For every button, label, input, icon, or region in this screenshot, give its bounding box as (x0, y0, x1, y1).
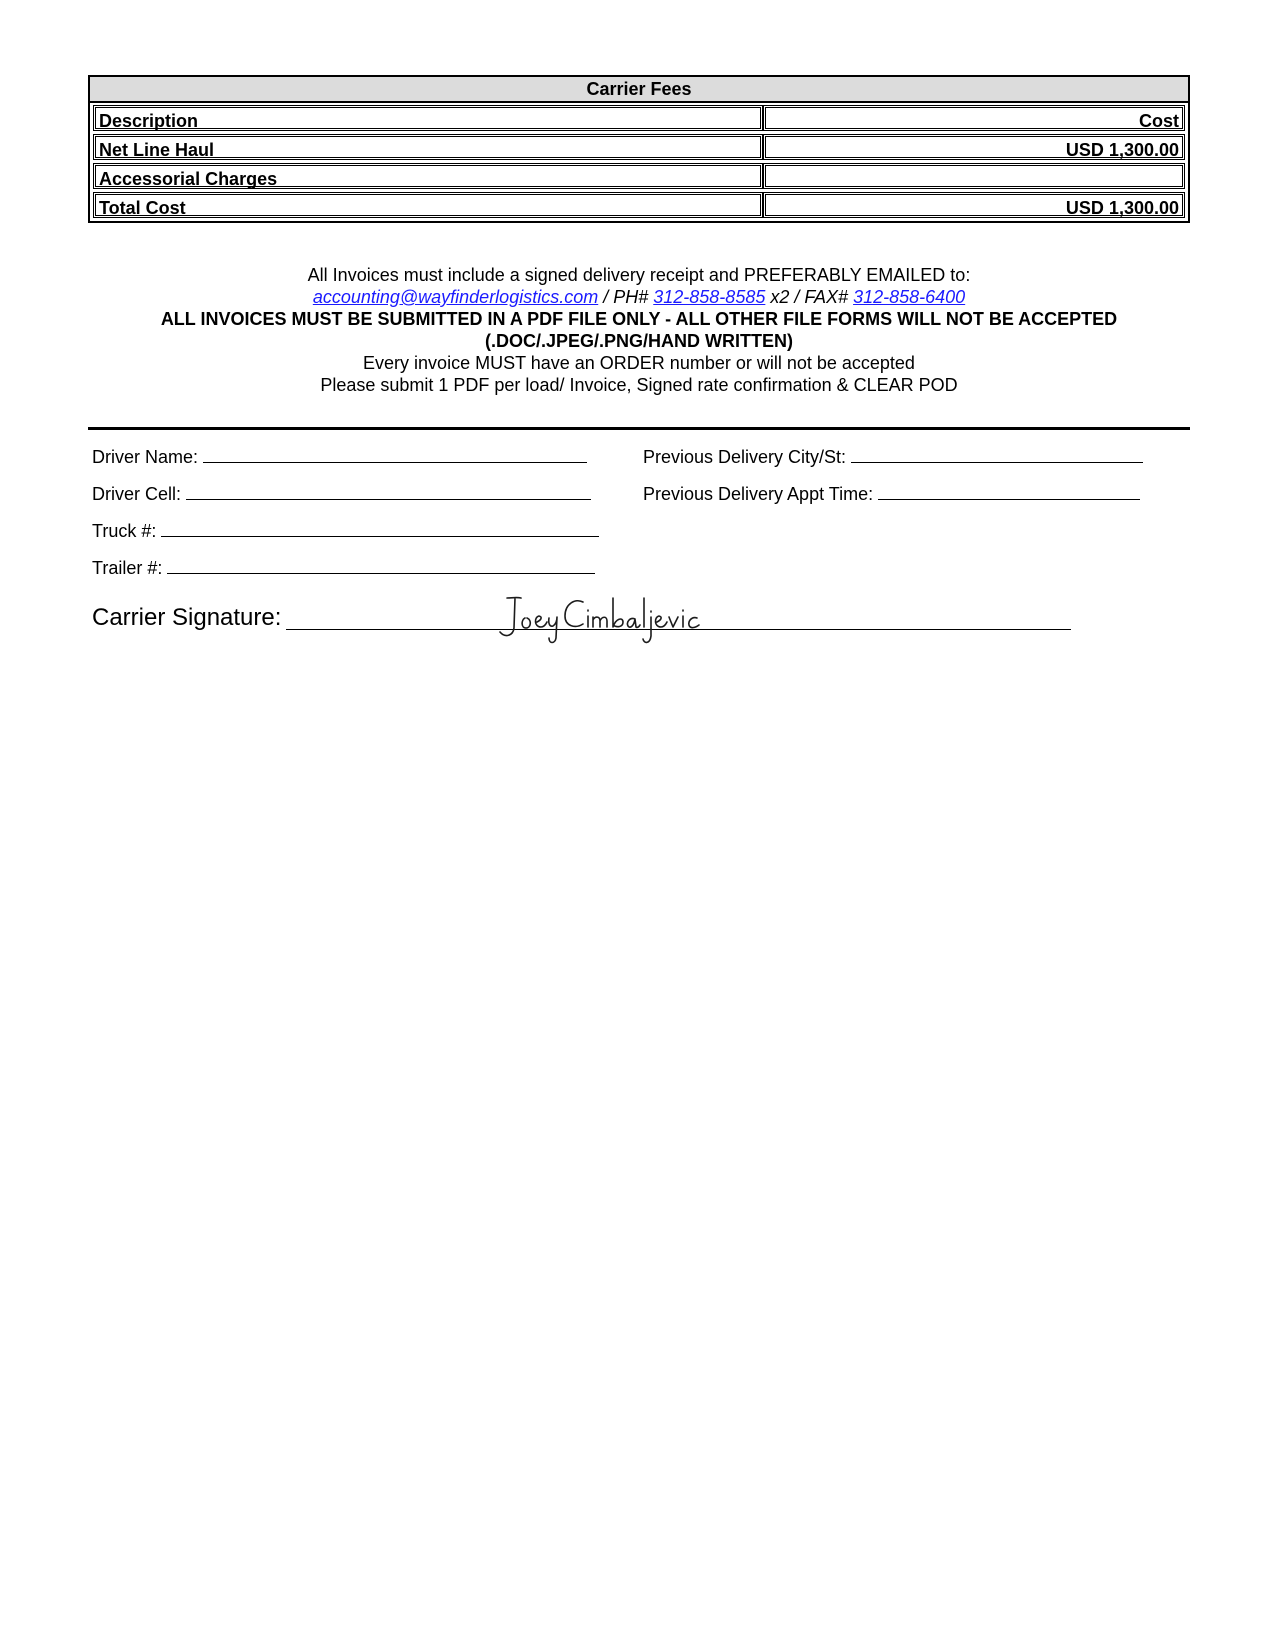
trailer-line[interactable] (167, 556, 595, 574)
row-description: Net Line Haul (93, 134, 763, 160)
truck-line[interactable] (161, 519, 599, 537)
trailer-label: Trailer #: (92, 558, 163, 578)
order-number-note: Every invoice MUST have an ORDER number or will not be accepted (363, 353, 915, 373)
previous-city-label: Previous Delivery City/St: (643, 447, 847, 467)
phone-link[interactable]: 312-858-8585 (653, 287, 766, 307)
pdf-warning: ALL INVOICES MUST BE SUBMITTED IN A PDF FILE ONLY - ALL OTHER FILE FORMS WILL NOT BE ACCEPTED (160, 309, 1118, 329)
table-row (93, 163, 1185, 189)
submission-note: Please submit 1 PDF per load/ Invoice, Signed rate confirmation & CLEAR POD (320, 375, 958, 395)
carrier-signature-label: Carrier Signature: (92, 604, 282, 631)
driver-name-field[interactable] (92, 445, 587, 468)
row-cost: USD 1,300.00 (763, 134, 1185, 160)
cost-header: Cost (763, 105, 1185, 131)
invoice-notice (88, 264, 1190, 396)
email-link[interactable]: accounting@wayfinderlogistics.com (312, 287, 599, 307)
previous-appt-label: Previous Delivery Appt Time: (643, 484, 874, 504)
carrier-fees-title: Carrier Fees (90, 77, 1188, 103)
row-description: Accessorial Charges (93, 163, 763, 189)
driver-cell-line[interactable] (186, 482, 591, 500)
divider (88, 427, 1190, 430)
notice-line-1: All Invoices must include a signed delivery receipt and PREFERABLY EMAILED to: (307, 265, 971, 285)
description-header: Description (93, 105, 763, 131)
handwritten-signature (487, 592, 737, 650)
row-cost: USD 1,300.00 (763, 192, 1185, 218)
pdf-warning-formats: (.DOC/.JPEG/.PNG/HAND WRITTEN) (484, 331, 793, 351)
phone-prefix: / PH# (598, 287, 654, 307)
truck-field[interactable] (92, 519, 599, 542)
row-description: Total Cost (93, 192, 763, 218)
driver-name-label: Driver Name: (92, 447, 199, 467)
driver-cell-label: Driver Cell: (92, 484, 182, 504)
previous-appt-line[interactable] (878, 482, 1140, 500)
driver-name-line[interactable] (203, 445, 587, 463)
carrier-fees-table (88, 75, 1190, 223)
fax-prefix: x2 / FAX# (765, 287, 854, 307)
previous-appt-field[interactable] (643, 482, 1140, 505)
fax-link[interactable]: 312-858-6400 (853, 287, 966, 307)
contact-line (88, 286, 1190, 308)
table-header-row (93, 105, 1185, 131)
table-row (93, 192, 1185, 218)
previous-city-field[interactable] (643, 445, 1143, 468)
truck-label: Truck #: (92, 521, 157, 541)
driver-cell-field[interactable] (92, 482, 591, 505)
previous-city-line[interactable] (851, 445, 1143, 463)
trailer-field[interactable] (92, 556, 595, 579)
row-cost (763, 163, 1185, 189)
table-row (93, 134, 1185, 160)
